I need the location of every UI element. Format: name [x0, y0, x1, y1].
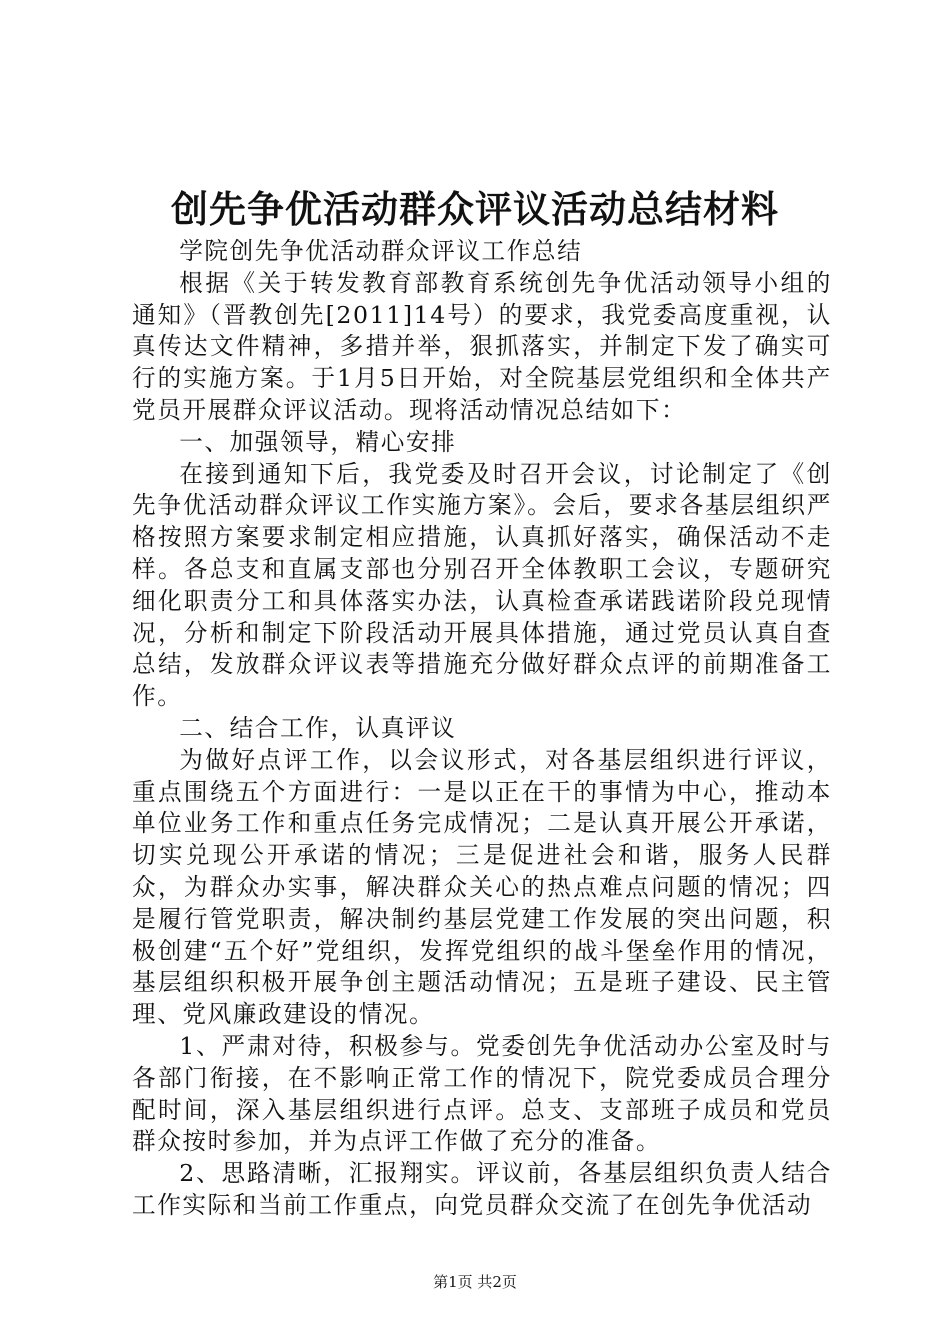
paragraph-section-1: 在接到通知下后，我党委及时召开会议，讨论制定了《创先争优活动群众评议工作实施方案》。会后，要求各基层组织严格按照方案要求制定相应措施，认真抓好落实，确保活动不走样。各总支和直属支部也分别召开全体教职工会议，专题研究细化职责分工和具体落实办法，认真检查承诺践诺阶段兑现情况，分析和制定下阶段活动开展具体措施，通过党员认真自查总结，发放群众评议表等措施充分做好群众点评的前期准备工作。: [132, 459, 832, 711]
section-heading-1: 一、加强领导，精心安排: [179, 427, 457, 456]
paragraph-item-2: 2、思路清晰，汇报翔实。评议前，各基层组织负责人结合工作实际和当前工作重点，向党员群众交流了在创先争优活动: [132, 1159, 832, 1219]
section-heading-2: 二、结合工作，认真评议: [179, 713, 457, 742]
paragraph-subtitle: 学院创先争优活动群众评议工作总结: [179, 237, 583, 265]
paragraph-item-1: 1、严肃对待，积极参与。党委创先争优活动办公室及时与各部门衔接，在不影响正常工作的情况下，院党委成员合理分配时间，深入基层组织进行点评。总支、支部班子成员和党员群众按时参加，并为点评工作做了充分的准备。: [132, 1031, 832, 1156]
document-title: 创先争优活动群众评议活动总结材料: [171, 187, 779, 231]
page-footer: 第1页 共2页: [433, 1273, 517, 1291]
paragraph-section-2: 为做好点评工作，以会议形式，对各基层组织进行评议，重点围绕五个方面进行：一是以正在干的事情为中心，推动本单位业务工作和重点任务完成情况；二是认真开展公开承诺，切实兑现公开承诺的情况；三是促进社会和谐，服务人民群众，为群众办实事，解决群众关心的热点难点问题的情况；四是履行管党职责，解决制约基层党建工作发展的突出问题，积极创建“五个好”党组织，发挥党组织的战斗堡垒作用的情况，基层组织积极开展争创主题活动情况；五是班子建设、民主管理、党风廉政建设的情况。: [132, 745, 832, 1029]
document-body: [132, 236, 832, 1222]
paragraph-intro: 根据《关于转发教育部教育系统创先争优活动领导小组的通知》（晋教创先[2011]14号）的要求，我党委高度重视，认真传达文件精神，多措并举，狠抓落实，并制定下发了确实可行的实施方案。于1月5日开始，对全院基层党组织和全体共产党员开展群众评议活动。现将活动情况总结如下：: [132, 268, 832, 424]
